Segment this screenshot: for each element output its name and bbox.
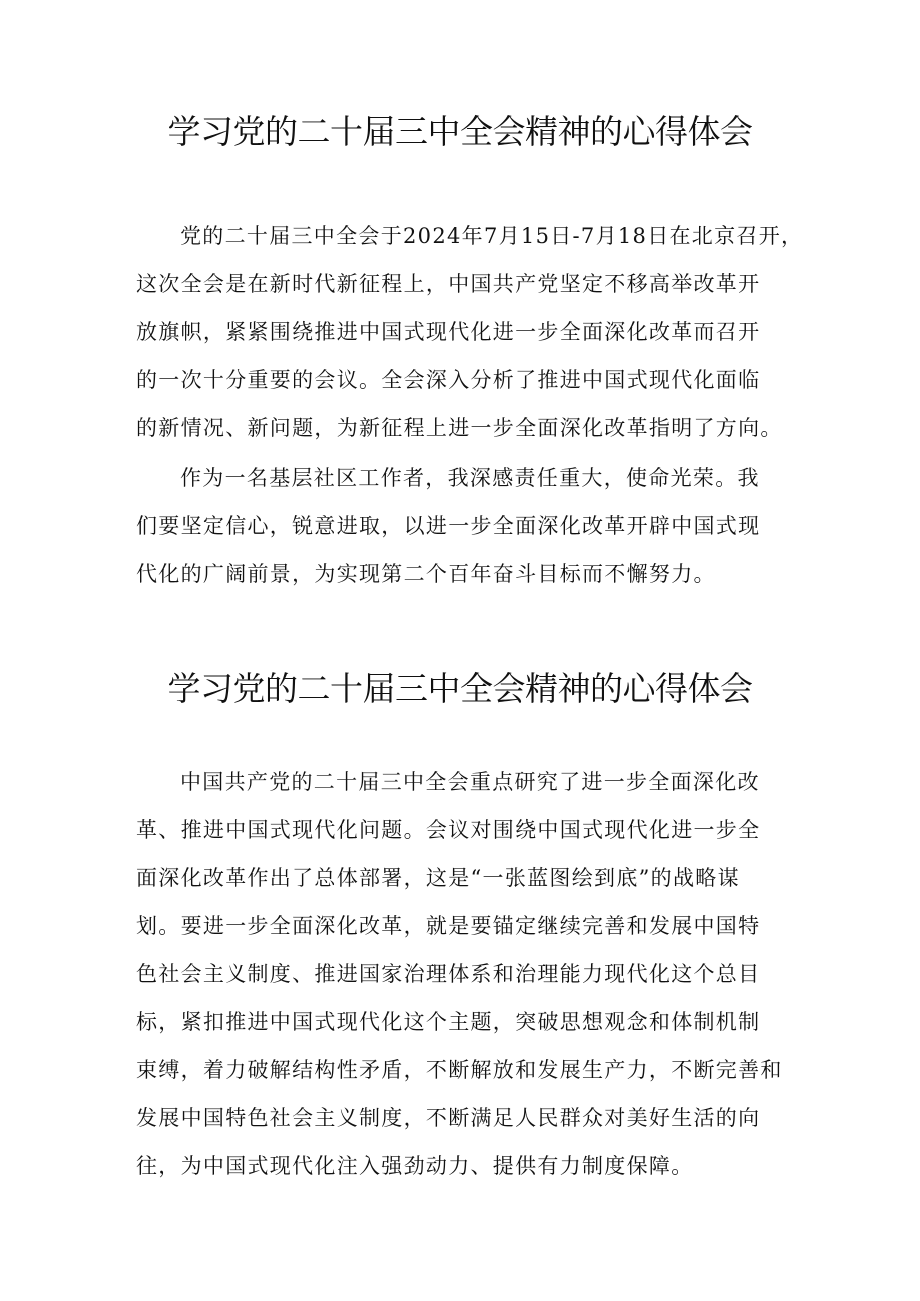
paragraph-line: 革、推进中国式现代化问题。会议对围绕中国式现代化进一步全	[136, 818, 761, 842]
paragraph-line: 党的二十届三中全会于2024年7月15日-7月18日在北京召开，	[180, 224, 804, 248]
paragraph-line: 的新情况、新问题，为新征程上进一步全面深化改革指明了方向。	[136, 416, 783, 440]
section-1-paragraph-2	[136, 454, 796, 598]
paragraph-line: 束缚，着力破解结构性矛盾，不断解放和发展生产力，不断完善和	[136, 1058, 783, 1082]
paragraph-line: 代化的广阔前景，为实现第二个百年奋斗目标而不懈努力。	[136, 562, 716, 586]
paragraph-line: 色社会主义制度、推进国家治理体系和治理能力现代化这个总目	[136, 962, 761, 986]
paragraph-line: 这次全会是在新时代新征程上，中国共产党坚定不移高举改革开	[136, 272, 761, 296]
section-1-title: 学习党的二十届三中全会精神的心得体会	[167, 112, 753, 151]
paragraph-line: 放旗帜，紧紧围绕推进中国式现代化进一步全面深化改革而召开	[136, 320, 761, 344]
section-2-title: 学习党的二十届三中全会精神的心得体会	[167, 669, 753, 708]
paragraph-line: 作为一名基层社区工作者，我深感责任重大，使命光荣。我	[180, 466, 760, 490]
paragraph-line: 发展中国特色社会主义制度，不断满足人民群众对美好生活的向	[136, 1106, 761, 1130]
paragraph-line: 面深化改革作出了总体部署，这是“一张蓝图绘到底”的战略谋	[136, 866, 740, 890]
paragraph-line: 往，为中国式现代化注入强劲动力、提供有力制度保障。	[136, 1154, 694, 1178]
paragraph-line: 标，紧扣推进中国式现代化这个主题，突破思想观念和体制机制	[136, 1010, 761, 1034]
paragraph-line: 中国共产党的二十届三中全会重点研究了进一步全面深化改	[180, 770, 760, 794]
section-2-paragraph-1	[136, 758, 796, 1190]
section-1-paragraph-1	[136, 212, 804, 452]
paragraph-line: 划。要进一步全面深化改革，就是要锚定继续完善和发展中国特	[136, 914, 761, 938]
paragraph-line: 们要坚定信心，锐意进取，以进一步全面深化改革开辟中国式现	[136, 514, 761, 538]
paragraph-line: 的一次十分重要的会议。全会深入分析了推进中国式现代化面临	[136, 368, 761, 392]
